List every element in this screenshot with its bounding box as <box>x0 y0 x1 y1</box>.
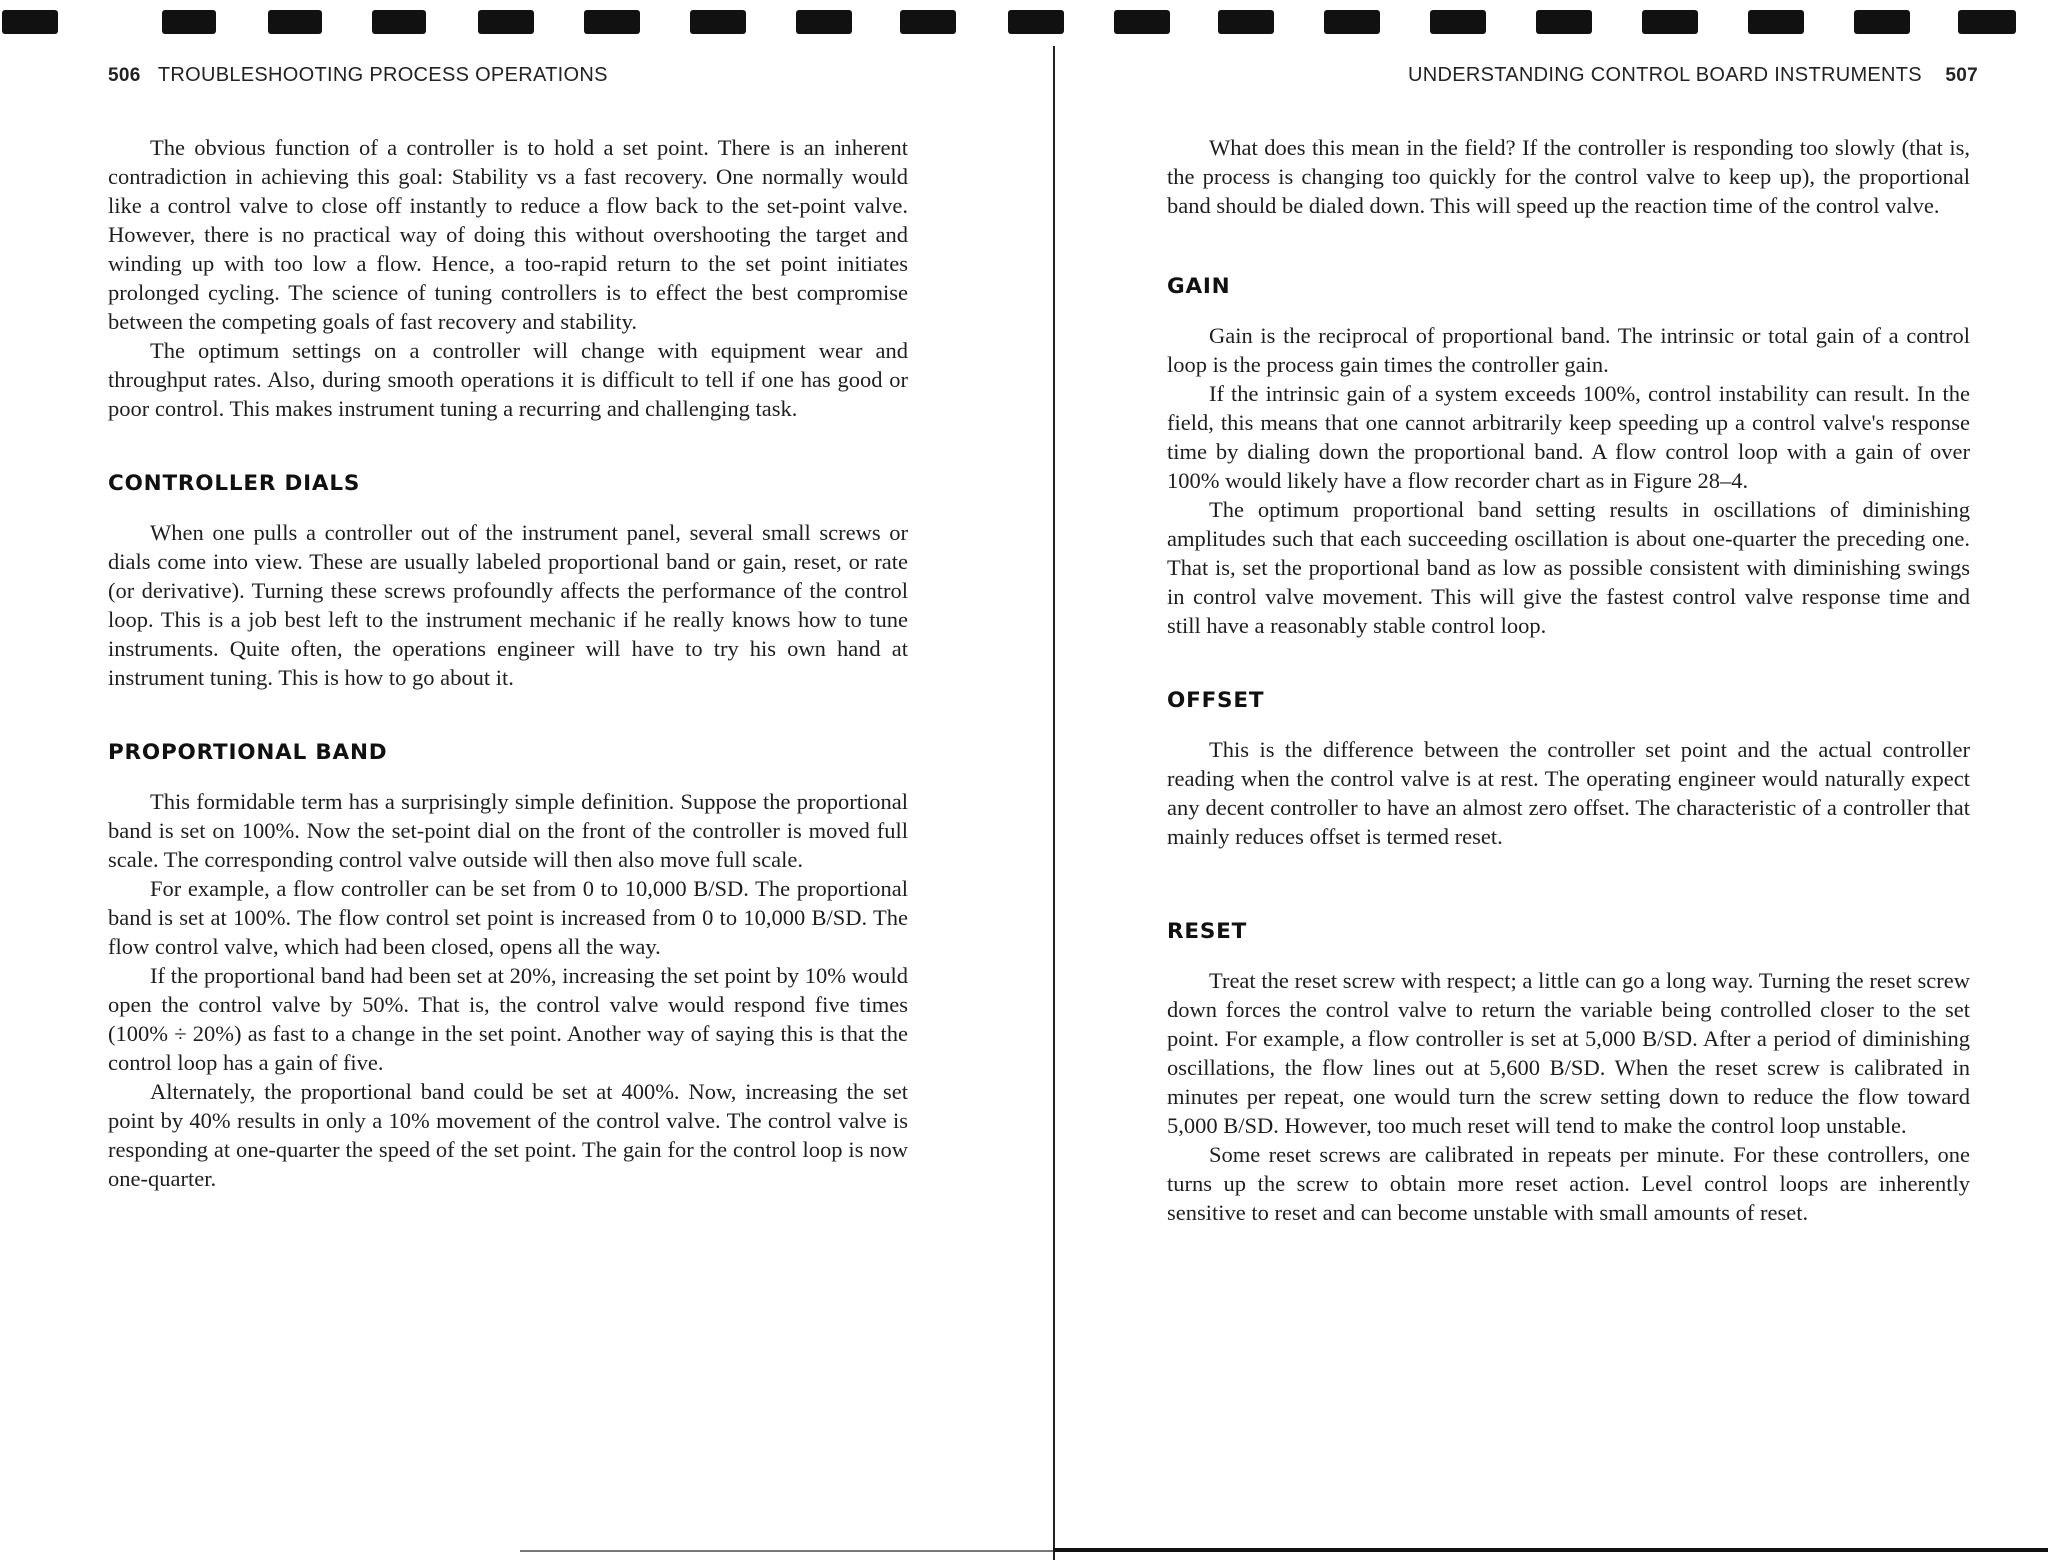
section-proportional-band <box>108 738 908 1193</box>
paragraph: This formidable term has a surprisingly simple definition. Suppose the proportional band is set on 100%. Now the set-point dial on the front of the controller is moved full scale. The corresponding control valve outside will then also move full scale. <box>108 789 908 872</box>
section-heading: RESET <box>1167 919 1248 944</box>
right-page-number: 507 <box>1945 65 1978 86</box>
section-heading: PROPORTIONAL BAND <box>108 740 388 765</box>
paragraph: This is the difference between the controller set point and the actual controller reading when the control valve is at rest. The operating engineer would naturally expect any decent controller to have an almost zero offset. The characteristic of a controller that mainly reduces offset is termed reset. <box>1167 737 1970 849</box>
paragraph: What does this mean in the field? If the controller is responding too slowly (that is, the process is changing too quickly for the control valve to keep up), the proportional band should be dialed down. This will speed up the reaction time of the control valve. <box>1167 135 1970 218</box>
left-running-head-title: TROUBLESHOOTING PROCESS OPERATIONS <box>157 64 608 86</box>
paragraph: Alternately, the proportional band could be set at 400%. Now, increasing the set point by 40% results in only a 10% movement of the control valve. The control valve is responding at one-quarter the speed of the set point. The gain for the control loop is now one-quarter. <box>108 1079 908 1191</box>
right-text-column <box>1167 133 1970 1227</box>
section-offset <box>1167 686 1970 851</box>
paragraph: If the proportional band had been set at 20%, increasing the set point by 10% would open the control valve by 50%. That is, the control valve would respond five times (100% ÷ 20%) as fast to a change in the set point. Another way of saying this is that the control loop has a gain of five. <box>108 963 908 1075</box>
paragraph: If the intrinsic gain of a system exceeds 100%, control instability can result. In the field, this means that one cannot arbitrarily keep speeding up a control valve's response time by dialing down the proportional band. A flow control loop with a gain of over 100% would likely have a flow recorder chart as in Figure 28–4. <box>1167 381 1970 493</box>
left-running-head <box>108 64 608 87</box>
paragraph: For example, a flow controller can be set from 0 to 10,000 B/SD. The proportional band is set at 100%. The flow control set point is increased from 0 to 10,000 B/SD. The flow control valve, which had been closed, opens all the way. <box>108 876 908 959</box>
paragraph: The optimum proportional band setting results in oscillations of diminishing amplitudes such that each succeeding oscillation is about one-quarter the preceding one. That is, set the proportional band as low as possible consistent with diminishing swings in control valve movement. This will give the fastest control valve response time and still have a reasonably stable control loop. <box>1167 497 1970 638</box>
right-running-head <box>1408 64 1978 87</box>
paragraph: Some reset screws are calibrated in repeats per minute. For these controllers, one turns up the screw to obtain more reset action. Level control loops are inherently sensitive to reset and can become unstable with small amounts of reset. <box>1167 1142 1970 1225</box>
paragraph: Gain is the reciprocal of proportional band. The intrinsic or total gain of a control loop is the process gain times the controller gain. <box>1167 323 1970 377</box>
section-heading: CONTROLLER DIALS <box>108 471 361 496</box>
section-heading: GAIN <box>1167 274 1231 299</box>
section-gain <box>1167 272 1970 640</box>
left-text-column <box>108 133 908 1193</box>
paragraph: The obvious function of a controller is to hold a set point. There is an inherent contradiction in achieving this goal: Stability vs a fast recovery. One normally would like a control valve to close off instantly to reduce a flow back to the set-point valve. However, there is no practical way of doing this without overshooting the target and winding up with too low a flow. Hence, a too-rapid return to the set point initiates prolonged cycling. The science of tuning controllers is to effect the best compromise between the competing goals of fast recovery and stability. <box>108 135 908 334</box>
page-gutter <box>1053 46 1055 1560</box>
left-page-number: 506 <box>108 65 141 86</box>
right-running-head-title: UNDERSTANDING CONTROL BOARD INSTRUMENTS <box>1408 64 1922 86</box>
section-heading: OFFSET <box>1167 688 1265 713</box>
paragraph: When one pulls a controller out of the instrument panel, several small screws or dials come into view. These are usually labeled proportional band or gain, reset, or rate (or derivative). Turning these screws profoundly affects the performance of the control loop. This is a job best left to the instrument mechanic if he really knows how to tune instruments. Quite often, the operations engineer will have to try his own hand at instrument tuning. This is how to go about it. <box>108 520 908 690</box>
paragraph: The optimum settings on a controller will change with equipment wear and throughput rates. Also, during smooth operations it is difficult to tell if one has good or poor control. This makes instrument tuning a recurring and challenging task. <box>108 338 908 421</box>
section-controller-dials <box>108 469 908 692</box>
section-reset <box>1167 917 1970 1227</box>
paragraph: Treat the reset screw with respect; a little can go a long way. Turning the reset screw down forces the control valve to return the variable being controlled closer to the set point. For example, a flow controller is set at 5,000 B/SD. After a period of diminishing oscillations, the flow lines out at 5,600 B/SD. When the reset screw is calibrated in minutes per repeat, one would turn the screw setting down to reduce the flow toward 5,000 B/SD. However, too much reset will tend to make the control loop unstable. <box>1167 968 1970 1138</box>
right-page <box>1057 0 2048 1556</box>
